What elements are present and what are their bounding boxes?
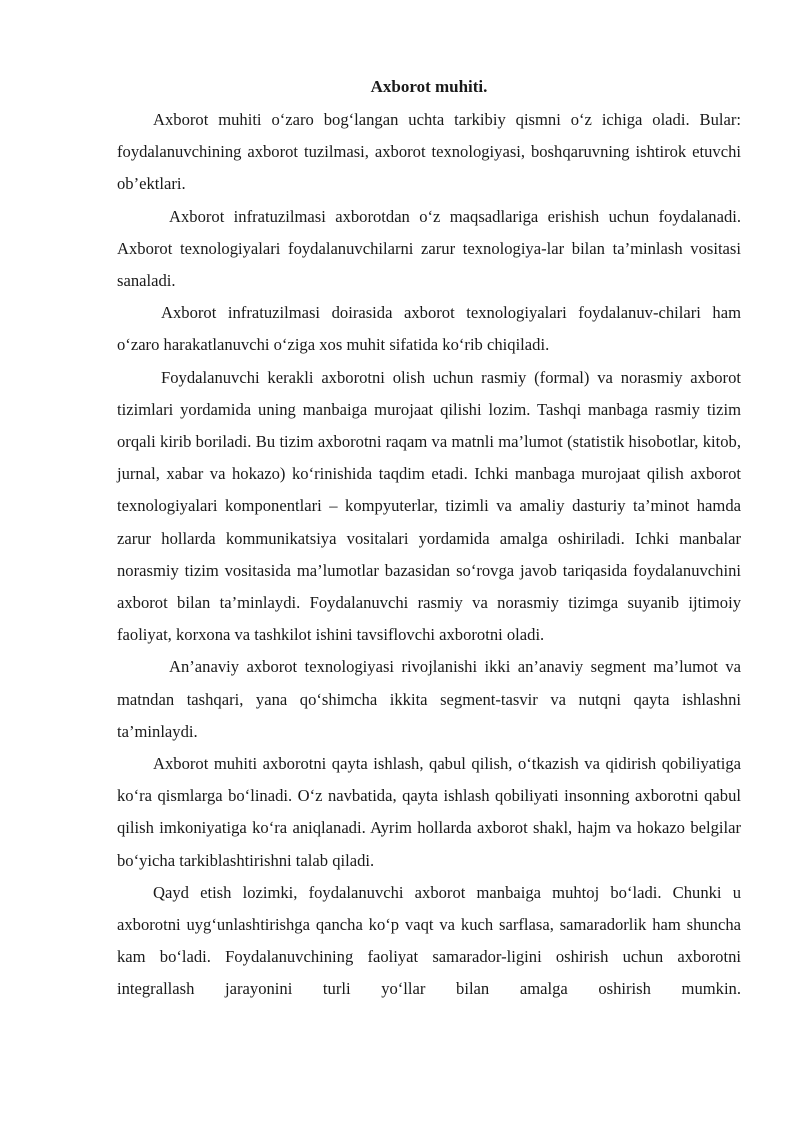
paragraph-6: Axborot muhiti axborotni qayta ishlash, qabul qilish, o‘tkazish va qidirish qobiliyatiga ko‘ra qismlarga bo‘linadi. O‘z navbatida, qayta ishlash qobiliyati insonning axborotni qabul qilish imkoniyatiga ko‘ra aniqlanadi. Ayrim hollarda axborot shakl, hajm va hokazo belgilar bo‘yicha tarkiblashtirishni talab qiladi. (117, 754, 741, 870)
paragraph-7: Qayd etish lozimki, foydalanuvchi axborot manbaiga muhtoj bo‘ladi. Chunki u axborotni uyg‘unlashtirishga qancha ko‘p vaqt va kuch sarflasa, samaradorlik ham shuncha kam bo‘ladi. Foydalanuvchining faoliyat samarador-ligini oshirish uchun axborotni integrallash jarayonini turli yo‘llar bilan amalga oshirish mumkin. (117, 882, 741, 999)
paragraph-5: An’anaviy axborot texnologiyasi rivojlanishi ikki an’anaviy segment ma’lumot va matndan tashqari, yana qo‘shimcha ikkita segment-tasvir va nutqni qayta ishlashni ta’minlaydi. (117, 657, 741, 741)
document-title: Axborot muhiti. (370, 77, 488, 96)
paragraph-2: Axborot infratuzilmasi axborotdan o‘z maqsadlariga erishish uchun foydalanadi. Axborot texnologiyalari foydalanuvchilarni zarur texnologiya-lar bilan ta’minlash vositasi sanaladi. (117, 206, 741, 291)
paragraph-3: Axborot infratuzilmasi doirasida axborot texnologiyalari foydalanuv-chilari ham o‘zaro harakatlanuvchi o‘ziga xos muhit sifatida ko‘rib chiqiladi. (117, 303, 741, 355)
paragraph-1: Axborot muhiti o‘zaro bog‘langan uchta tarkibiy qismni o‘z ichiga oladi. Bular: foydalanuvchining axborot tuzilmasi, axborot texnologiyasi, boshqaruvning ishtirok etuvchi ob’ektlari. (117, 110, 741, 194)
paragraph-4: Foydalanuvchi kerakli axborotni olish uchun rasmiy (formal) va norasmiy axborot tizimlari yordamida uning manbaiga murojaat qilishi lozim. Tashqi manbaga rasmiy tizim orqali kirib boriladi. Bu tizim axborotni raqam va matnli ma’lumot (statistik hisobotlar, kitob, jurnal, xabar va hokazo) ko‘rinishida taqdim etadi. Ichki manbaga murojaat qilish axborot texnologiyalari komponentlari – kompyuterlar, tizimli va amaliy dasturiy ta’minot hamda zarur hollarda kommunikatsiya vositalari yordamida amalga oshiriladi. Ichki manbalar norasmiy tizim vositasida ma’lumotlar bazasidan so‘rovga javob tariqasida foydalanuvchini axborot bilan ta’minlaydi. Foydalanuvchi rasmiy va norasmiy tizimga suyanib ijtimoiy faoliyat, korxona va tashkilot ishini tavsiflovchi axborotni oladi. (117, 367, 741, 645)
document-page (117, 72, 741, 1006)
